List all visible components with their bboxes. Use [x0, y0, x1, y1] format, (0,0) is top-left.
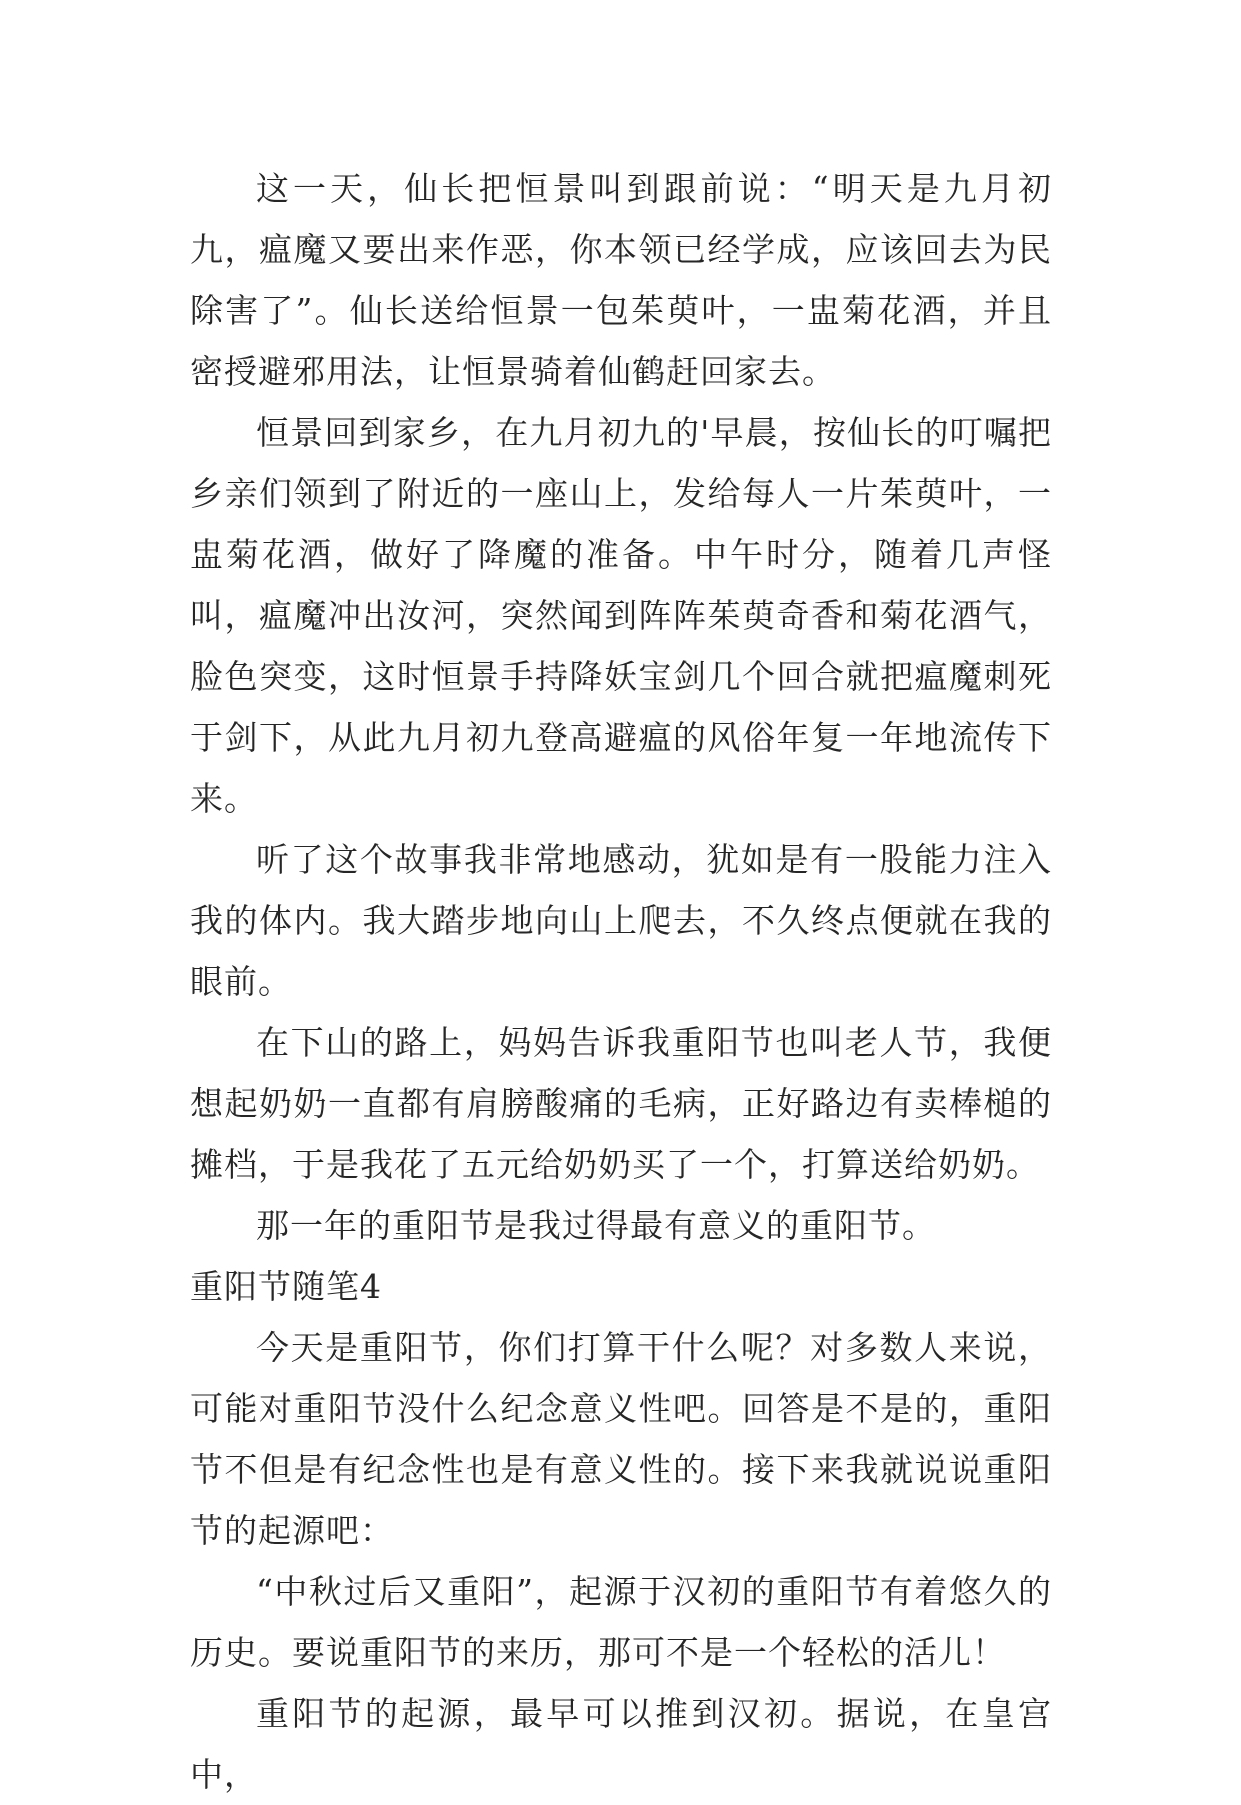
section-title: 重阳节随笔4	[190, 1267, 382, 1306]
paragraph-5: 那一年的重阳节是我过得最有意义的重阳节。	[256, 1206, 936, 1245]
paragraph-2: 恒景回到家乡，在九月初九的'早晨，按仙长的叮嘱把乡亲们领到了附近的一座山上，发给每人一片茱萸叶，一盅菊花酒，做好了降魔的准备。中午时分，随着几声怪叫，瘟魔冲出汝河，突然闻到阵阵茱萸奇香和菊花酒气，脸色突变，这时恒景手持降妖宝剑几个回合就把瘟魔刺死于剑下，从此九月初九登高避瘟的风俗年复一年地流传下来。	[190, 413, 1052, 818]
section-paragraph-2: “中秋过后又重阳”，起源于汉初的重阳节有着悠久的历史。要说重阳节的来历，那可不是一个轻松的活儿！	[190, 1572, 1052, 1672]
document-body	[190, 158, 1052, 1805]
paragraph-3: 听了这个故事我非常地感动，犹如是有一股能力注入我的体内。我大踏步地向山上爬去，不久终点便就在我的眼前。	[190, 840, 1052, 1001]
paragraph-4: 在下山的路上，妈妈告诉我重阳节也叫老人节，我便想起奶奶一直都有肩膀酸痛的毛病，正好路边有卖棒槌的摊档，于是我花了五元给奶奶买了一个，打算送给奶奶。	[190, 1023, 1052, 1184]
paragraph-1: 这一天，仙长把恒景叫到跟前说：“明天是九月初九，瘟魔又要出来作恶，你本领已经学成，应该回去为民除害了”。仙长送给恒景一包茱萸叶，一盅菊花酒，并且密授避邪用法，让恒景骑着仙鹤赶回家去。	[190, 169, 1052, 391]
section-paragraph-3: 重阳节的起源，最早可以推到汉初。据说，在皇宫中，	[190, 1694, 1052, 1794]
section-paragraph-1: 今天是重阳节，你们打算干什么呢？对多数人来说，可能对重阳节没什么纪念意义性吧。回答是不是的，重阳节不但是有纪念性也是有意义性的。接下来我就说说重阳节的起源吧：	[190, 1328, 1052, 1550]
